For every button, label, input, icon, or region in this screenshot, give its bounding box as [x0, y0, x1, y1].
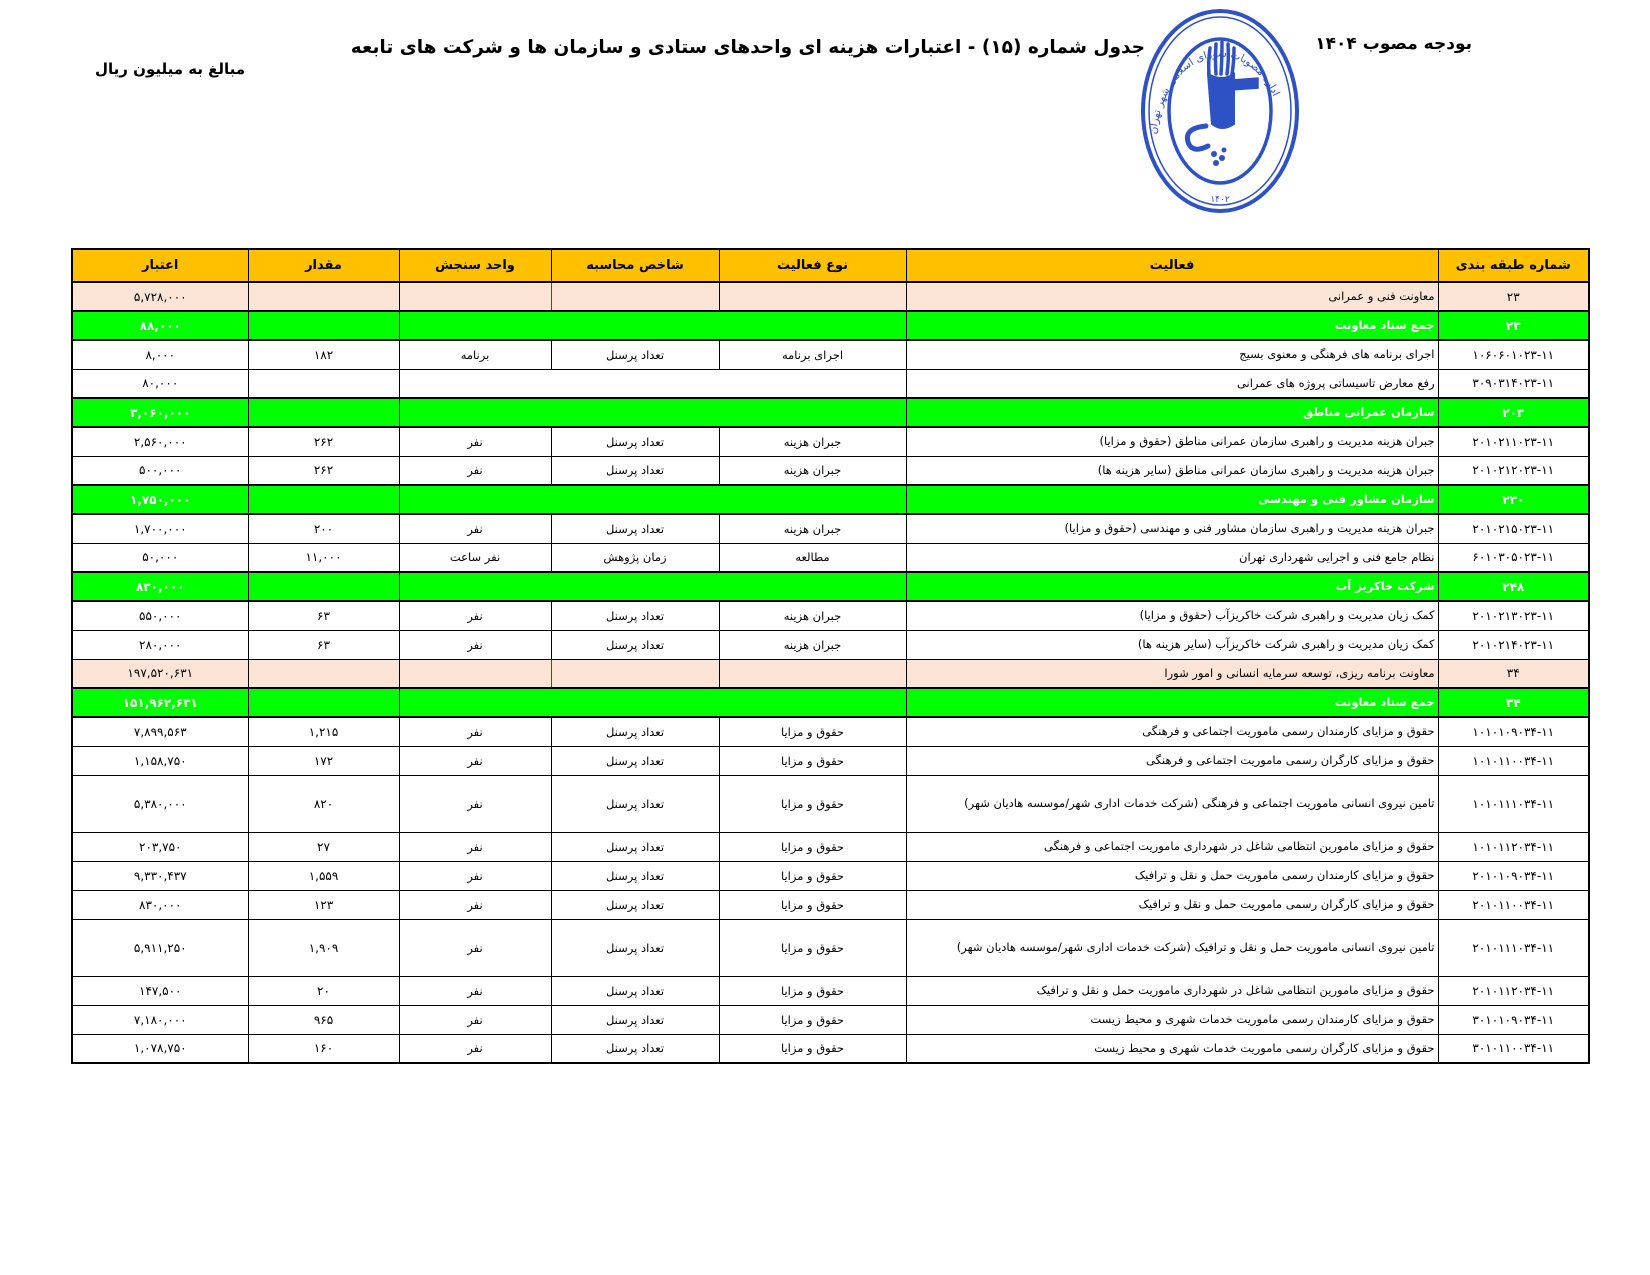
- classification-cell: ۳۴: [1438, 688, 1589, 717]
- amount-cell: ۱,۲۱۵: [248, 717, 399, 746]
- activity-type-cell: مطالعه: [719, 543, 906, 572]
- calc-index-cell: [551, 659, 719, 688]
- amount-cell: [248, 282, 399, 311]
- table-row: [72, 746, 1589, 775]
- amount-cell: [248, 572, 399, 601]
- table-row: [72, 659, 1589, 688]
- credit-cell: ۱,۱۵۸,۷۵۰: [72, 746, 248, 775]
- credit-cell: ۸۰,۰۰۰: [72, 369, 248, 398]
- merged-middle-cell: [399, 485, 906, 514]
- activity-cell: حقوق و مزایای کارگران رسمی ماموریت حمل و نقل و ترافیک: [906, 890, 1438, 919]
- amount-cell: ۲۷: [248, 832, 399, 861]
- calc-index-cell: تعداد پرسنل: [551, 919, 719, 976]
- credit-cell: ۵,۷۲۸,۰۰۰: [72, 282, 248, 311]
- credit-cell: ۷,۱۸۰,۰۰۰: [72, 1005, 248, 1034]
- table-row: [72, 919, 1589, 976]
- column-header-4: واحد سنجش: [399, 249, 551, 282]
- council-stamp-icon: [1138, 6, 1302, 216]
- table-body: [72, 282, 1589, 1063]
- calc-index-cell: تعداد پرسنل: [551, 456, 719, 485]
- activity-cell: کمک زیان مدیریت و راهبری شرکت خاکریزآب (سایر هزینه ها): [906, 630, 1438, 659]
- table-row: [72, 688, 1589, 717]
- credit-cell: ۸,۰۰۰: [72, 340, 248, 369]
- activity-type-cell: جبران هزینه: [719, 456, 906, 485]
- credit-cell: ۲۰۳,۷۵۰: [72, 832, 248, 861]
- credit-cell: ۱,۷۰۰,۰۰۰: [72, 514, 248, 543]
- activity-type-cell: حقوق و مزایا: [719, 861, 906, 890]
- activity-cell: جبران هزینه مدیریت و راهبری سازمان عمرانی مناطق (سایر هزینه ها): [906, 456, 1438, 485]
- table-row: [72, 369, 1589, 398]
- stamp-ring-text: اداره مصوبات شورای اسلامی شهر تهران: [1147, 47, 1282, 135]
- classification-cell: ۲۰۱۰۱۱۰۰۳۴-۱۱: [1438, 890, 1589, 919]
- calc-index-cell: تعداد پرسنل: [551, 832, 719, 861]
- credit-cell: ۸۳۰,۰۰۰: [72, 572, 248, 601]
- unit-cell: نفر: [399, 456, 551, 485]
- amount-cell: ۶۳: [248, 601, 399, 630]
- activity-type-cell: حقوق و مزایا: [719, 1034, 906, 1063]
- credit-cell: ۲,۵۶۰,۰۰۰: [72, 427, 248, 456]
- activity-type-cell: [719, 659, 906, 688]
- unit-cell: [399, 659, 551, 688]
- activity-cell: معاونت برنامه ریزی، توسعه سرمایه انسانی و امور شورا: [906, 659, 1438, 688]
- unit-cell: نفر: [399, 601, 551, 630]
- activity-cell: حقوق و مزایای کارمندان رسمی ماموریت حمل و نقل و ترافیک: [906, 861, 1438, 890]
- table-row: [72, 311, 1589, 340]
- activity-type-cell: [719, 282, 906, 311]
- table-row: [72, 282, 1589, 311]
- amount-cell: ۱,۹۰۹: [248, 919, 399, 976]
- table-row: [72, 456, 1589, 485]
- unit-cell: نفر: [399, 890, 551, 919]
- credit-cell: ۵,۳۸۰,۰۰۰: [72, 775, 248, 832]
- unit-cell: نفر: [399, 775, 551, 832]
- classification-cell: ۳۰۹۰۳۱۴۰۲۳-۱۱: [1438, 369, 1589, 398]
- calc-index-cell: تعداد پرسنل: [551, 514, 719, 543]
- calc-index-cell: تعداد پرسنل: [551, 427, 719, 456]
- activity-type-cell: حقوق و مزایا: [719, 832, 906, 861]
- classification-cell: ۶۰۱۰۳۰۵۰۲۳-۱۱: [1438, 543, 1589, 572]
- amount-cell: ۱۶۰: [248, 1034, 399, 1063]
- stamp-year-text: ۱۴۰۲: [1210, 195, 1230, 205]
- amount-cell: ۶۳: [248, 630, 399, 659]
- amount-cell: [248, 398, 399, 427]
- table-row: [72, 861, 1589, 890]
- amount-cell: ۸۲۰: [248, 775, 399, 832]
- table-row: [72, 775, 1589, 832]
- classification-cell: ۱۰۶۰۶۰۱۰۲۳-۱۱: [1438, 340, 1589, 369]
- credit-cell: ۵۰۰,۰۰۰: [72, 456, 248, 485]
- activity-cell: حقوق و مزایای کارگران رسمی ماموریت اجتماعی و فرهنگی: [906, 746, 1438, 775]
- activity-type-cell: حقوق و مزایا: [719, 919, 906, 976]
- unit-cell: نفر: [399, 427, 551, 456]
- unit-cell: نفر: [399, 919, 551, 976]
- amount-cell: ۲۶۲: [248, 427, 399, 456]
- activity-cell: حقوق و مزایای مامورین انتظامی شاغل در شهرداری ماموریت حمل و نقل و ترافیک: [906, 976, 1438, 1005]
- calc-index-cell: تعداد پرسنل: [551, 775, 719, 832]
- calc-index-cell: زمان پژوهش: [551, 543, 719, 572]
- amount-cell: ۱۱,۰۰۰: [248, 543, 399, 572]
- activity-cell: سازمان مشاور فنی و مهندسی: [906, 485, 1438, 514]
- table-row: [72, 485, 1589, 514]
- credit-cell: ۸۳۰,۰۰۰: [72, 890, 248, 919]
- credit-cell: ۱۵۱,۹۶۲,۶۳۱: [72, 688, 248, 717]
- column-header-0: شماره طبقه بندی: [1438, 249, 1589, 282]
- activity-cell: جمع ستاد معاونت: [906, 311, 1438, 340]
- column-header-3: شاخص محاسبه: [551, 249, 719, 282]
- calc-index-cell: تعداد پرسنل: [551, 601, 719, 630]
- classification-cell: ۲۰۱۰۱۱۲۰۳۴-۱۱: [1438, 976, 1589, 1005]
- table-row: [72, 514, 1589, 543]
- amount-cell: ۲۶۲: [248, 456, 399, 485]
- activity-type-cell: حقوق و مزایا: [719, 1005, 906, 1034]
- activity-cell: جبران هزینه مدیریت و راهبری سازمان مشاور فنی و مهندسی (حقوق و مزایا): [906, 514, 1438, 543]
- credit-cell: ۳,۰۶۰,۰۰۰: [72, 398, 248, 427]
- activity-type-cell: حقوق و مزایا: [719, 976, 906, 1005]
- table-row: [72, 340, 1589, 369]
- calc-index-cell: تعداد پرسنل: [551, 861, 719, 890]
- classification-cell: ۲۰۳: [1438, 398, 1589, 427]
- table-row: [72, 630, 1589, 659]
- classification-cell: ۲۳۰: [1438, 485, 1589, 514]
- credit-cell: ۱,۷۵۰,۰۰۰: [72, 485, 248, 514]
- amount-cell: ۲۰۰: [248, 514, 399, 543]
- amount-cell: ۲۰: [248, 976, 399, 1005]
- table-row: [72, 427, 1589, 456]
- amount-cell: ۹۶۵: [248, 1005, 399, 1034]
- classification-cell: ۲۰۱۰۲۱۵۰۲۳-۱۱: [1438, 514, 1589, 543]
- amount-cell: [248, 369, 399, 398]
- unit-cell: [399, 282, 551, 311]
- activity-type-cell: حقوق و مزایا: [719, 890, 906, 919]
- amount-cell: [248, 659, 399, 688]
- calc-index-cell: تعداد پرسنل: [551, 1005, 719, 1034]
- budget-table: [71, 248, 1590, 1064]
- credit-cell: ۱۴۷,۵۰۰: [72, 976, 248, 1005]
- unit-cell: نفر: [399, 717, 551, 746]
- unit-cell: نفر: [399, 1005, 551, 1034]
- classification-cell: ۲۰۱۰۱۱۱۰۳۴-۱۱: [1438, 919, 1589, 976]
- table-row: [72, 398, 1589, 427]
- table-row: [72, 572, 1589, 601]
- calc-index-cell: تعداد پرسنل: [551, 890, 719, 919]
- classification-cell: ۱۰۱۰۱۱۰۰۳۴-۱۱: [1438, 746, 1589, 775]
- merged-middle-cell: [399, 572, 906, 601]
- credit-cell: ۸۸,۰۰۰: [72, 311, 248, 340]
- amount-cell: ۱۲۳: [248, 890, 399, 919]
- credit-cell: ۱۹۷,۵۲۰,۶۳۱: [72, 659, 248, 688]
- activity-type-cell: جبران هزینه: [719, 630, 906, 659]
- classification-cell: ۳۰۱۰۱۰۹۰۳۴-۱۱: [1438, 1005, 1589, 1034]
- classification-cell: ۲۰۱۰۲۱۴۰۲۳-۱۱: [1438, 630, 1589, 659]
- merged-middle-cell: [399, 369, 906, 398]
- approved-budget-label: بودجه مصوب ۱۴۰۴: [1315, 34, 1472, 54]
- table-row: [72, 717, 1589, 746]
- column-header-1: فعالیت: [906, 249, 1438, 282]
- unit-cell: نفر: [399, 976, 551, 1005]
- amount-cell: ۱۷۲: [248, 746, 399, 775]
- activity-cell: حقوق و مزایای کارمندان رسمی ماموریت اجتماعی و فرهنگی: [906, 717, 1438, 746]
- activity-type-cell: جبران هزینه: [719, 601, 906, 630]
- activity-cell: شرکت خاکریز آب: [906, 572, 1438, 601]
- classification-cell: ۲۰۱۰۱۰۹۰۳۴-۱۱: [1438, 861, 1589, 890]
- classification-cell: ۳۴: [1438, 659, 1589, 688]
- amount-cell: ۱,۵۵۹: [248, 861, 399, 890]
- classification-cell: ۲۰۱۰۲۱۱۰۲۳-۱۱: [1438, 427, 1589, 456]
- credit-cell: ۱,۰۷۸,۷۵۰: [72, 1034, 248, 1063]
- activity-cell: کمک زیان مدیریت و راهبری شرکت خاکریزآب (حقوق و مزایا): [906, 601, 1438, 630]
- unit-cell: نفر: [399, 1034, 551, 1063]
- table-row: [72, 832, 1589, 861]
- calc-index-cell: تعداد پرسنل: [551, 1034, 719, 1063]
- calc-index-cell: تعداد پرسنل: [551, 746, 719, 775]
- activity-type-cell: اجرای برنامه: [719, 340, 906, 369]
- unit-cell: نفر: [399, 832, 551, 861]
- activity-cell: اجرای برنامه های فرهنگی و معنوی بسیج: [906, 340, 1438, 369]
- activity-type-cell: حقوق و مزایا: [719, 746, 906, 775]
- activity-type-cell: جبران هزینه: [719, 514, 906, 543]
- credit-cell: ۲۸۰,۰۰۰: [72, 630, 248, 659]
- column-header-2: نوع فعالیت: [719, 249, 906, 282]
- credit-cell: ۹,۳۳۰,۴۳۷: [72, 861, 248, 890]
- credit-cell: ۵۵۰,۰۰۰: [72, 601, 248, 630]
- activity-cell: حقوق و مزایای مامورین انتظامی شاغل در شهرداری ماموریت اجتماعی و فرهنگی: [906, 832, 1438, 861]
- classification-cell: ۲۰۱۰۲۱۳۰۲۳-۱۱: [1438, 601, 1589, 630]
- classification-cell: ۱۰۱۰۱۱۱۰۳۴-۱۱: [1438, 775, 1589, 832]
- column-header-5: مقدار: [248, 249, 399, 282]
- table-row: [72, 1034, 1589, 1063]
- merged-middle-cell: [399, 398, 906, 427]
- table-row: [72, 601, 1589, 630]
- council-stamp: [1138, 6, 1302, 216]
- activity-cell: سازمان عمرانی مناطق: [906, 398, 1438, 427]
- classification-cell: ۱۰۱۰۱۰۹۰۳۴-۱۱: [1438, 717, 1589, 746]
- credit-cell: ۵,۹۱۱,۲۵۰: [72, 919, 248, 976]
- merged-middle-cell: [399, 311, 906, 340]
- column-header-6: اعتبار: [72, 249, 248, 282]
- unit-cell: نفر: [399, 514, 551, 543]
- activity-cell: رفع معارض تاسیساتی پروژه های عمرانی: [906, 369, 1438, 398]
- calc-index-cell: تعداد پرسنل: [551, 976, 719, 1005]
- activity-cell: نظام جامع فنی و اجرایی شهرداری تهران: [906, 543, 1438, 572]
- credits-table: [71, 248, 1590, 1064]
- credit-cell: ۷,۸۹۹,۵۶۳: [72, 717, 248, 746]
- activity-cell: جمع ستاد معاونت: [906, 688, 1438, 717]
- unit-cell: نفر: [399, 746, 551, 775]
- amount-cell: [248, 485, 399, 514]
- unit-cell: نفر: [399, 861, 551, 890]
- amount-cell: ۱۸۲: [248, 340, 399, 369]
- amount-cell: [248, 688, 399, 717]
- classification-cell: ۱۰۱۰۱۱۲۰۳۴-۱۱: [1438, 832, 1589, 861]
- activity-cell: جبران هزینه مدیریت و راهبری سازمان عمرانی مناطق (حقوق و مزایا): [906, 427, 1438, 456]
- table-row: [72, 890, 1589, 919]
- credit-cell: ۵۰,۰۰۰: [72, 543, 248, 572]
- classification-cell: ۲۳: [1438, 311, 1589, 340]
- unit-cell: نفر: [399, 630, 551, 659]
- activity-cell: حقوق و مزایای کارمندان رسمی ماموریت خدمات شهری و محیط زیست: [906, 1005, 1438, 1034]
- unit-cell: برنامه: [399, 340, 551, 369]
- unit-cell: نفر ساعت: [399, 543, 551, 572]
- page-title: جدول شماره (۱۵) - اعتبارات هزینه ای واحدهای ستادی و سازمان ها و شرکت های تابعه: [350, 37, 1145, 58]
- activity-type-cell: حقوق و مزایا: [719, 775, 906, 832]
- activity-cell: حقوق و مزایای کارگران رسمی ماموریت خدمات شهری و محیط زیست: [906, 1034, 1438, 1063]
- classification-cell: ۲۴۸: [1438, 572, 1589, 601]
- activity-cell: معاونت فنی و عمرانی: [906, 282, 1438, 311]
- calc-index-cell: تعداد پرسنل: [551, 340, 719, 369]
- table-row: [72, 976, 1589, 1005]
- activity-cell: تامین نیروی انسانی ماموریت اجتماعی و فرهنگی (شرکت خدمات اداری شهر/موسسه هادیان شهر): [906, 775, 1438, 832]
- amounts-unit-note: مبالغ به میلیون ریال: [95, 60, 246, 78]
- calc-index-cell: تعداد پرسنل: [551, 717, 719, 746]
- table-header-row: [72, 249, 1589, 282]
- calc-index-cell: تعداد پرسنل: [551, 630, 719, 659]
- classification-cell: ۲۳: [1438, 282, 1589, 311]
- table-row: [72, 1005, 1589, 1034]
- calc-index-cell: [551, 282, 719, 311]
- amount-cell: [248, 311, 399, 340]
- classification-cell: ۳۰۱۰۱۱۰۰۳۴-۱۱: [1438, 1034, 1589, 1063]
- table-row: [72, 543, 1589, 572]
- merged-middle-cell: [399, 688, 906, 717]
- classification-cell: ۲۰۱۰۲۱۲۰۲۳-۱۱: [1438, 456, 1589, 485]
- activity-type-cell: جبران هزینه: [719, 427, 906, 456]
- activity-cell: تامین نیروی انسانی ماموریت حمل و نقل و ترافیک (شرکت خدمات اداری شهر/موسسه هادیان شهر): [906, 919, 1438, 976]
- activity-type-cell: حقوق و مزایا: [719, 717, 906, 746]
